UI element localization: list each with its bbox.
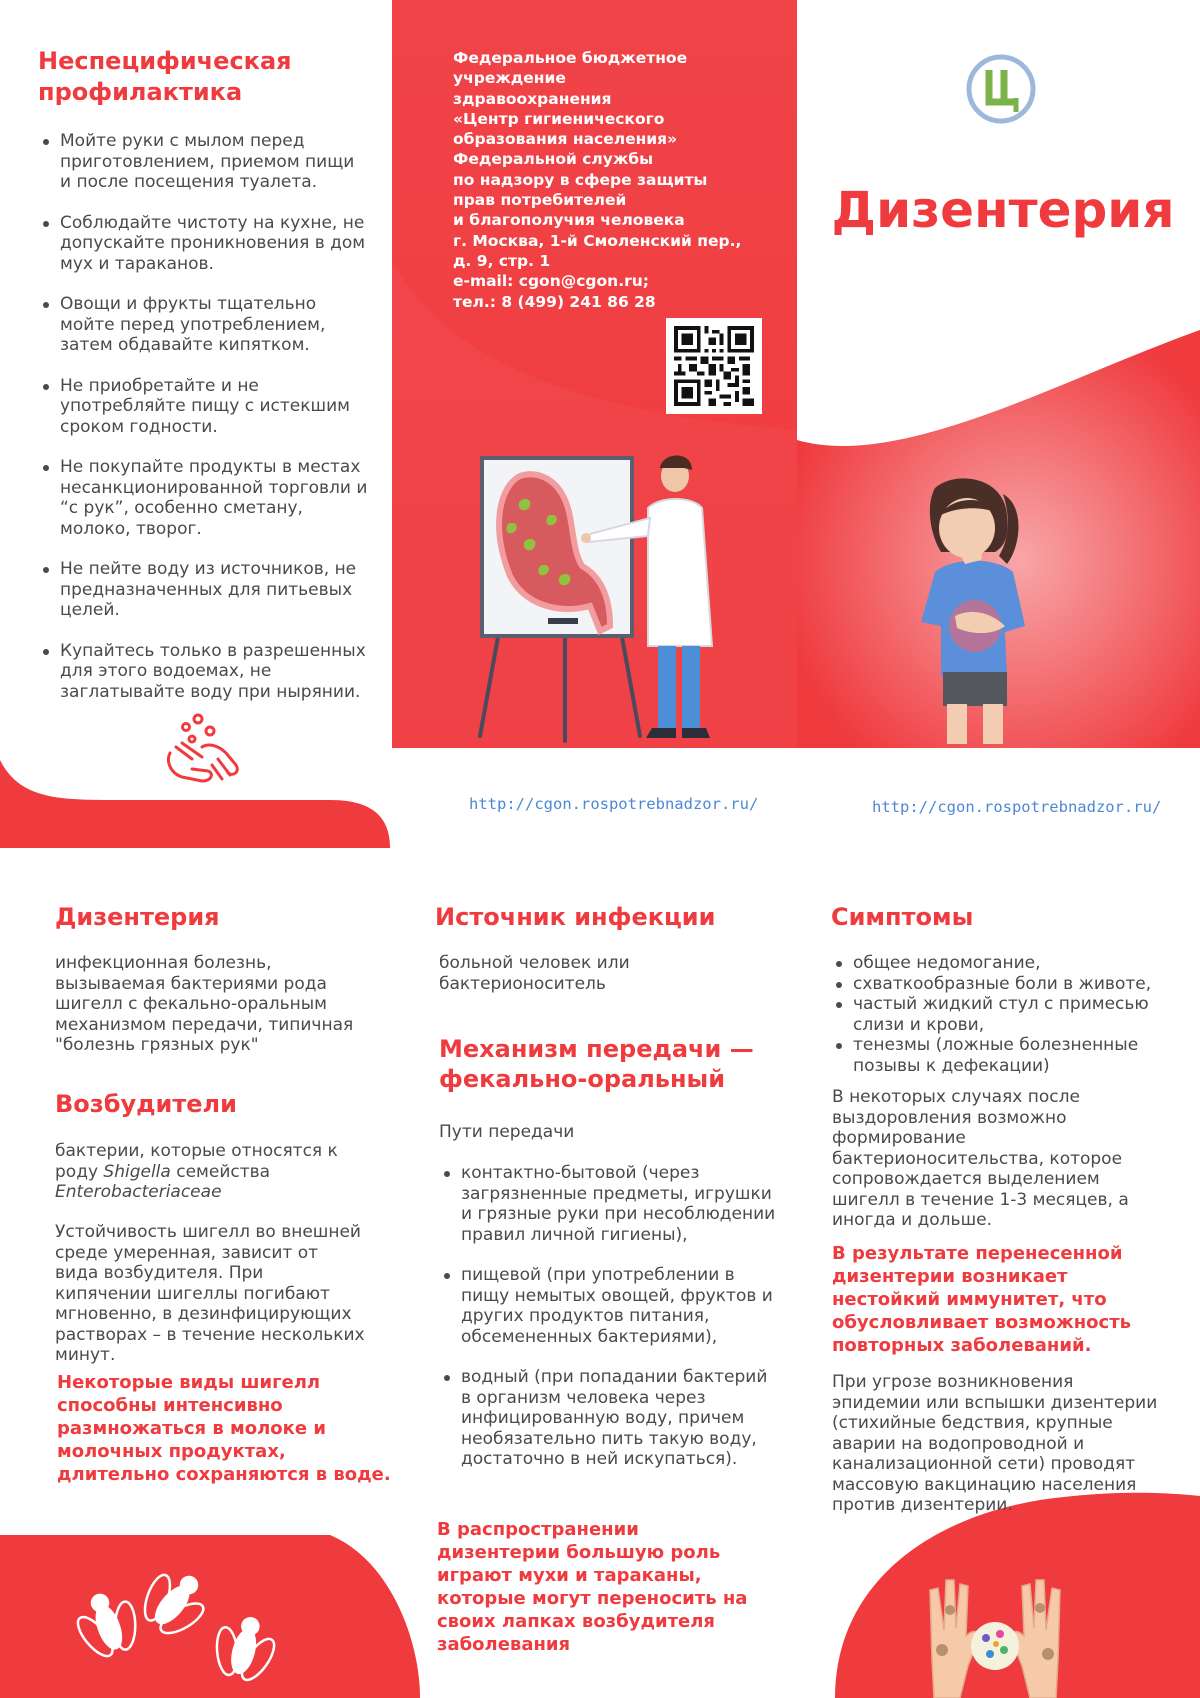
resistance-text: Устойчивость шигелл во внешней среде умеренная, зависит от вида возбудителя. При кипячении шигеллы погибают мгновенно, в дезинфицирующих растворах – в течение нескольких минут. (55, 1222, 365, 1365)
family-name: Enterobacteriaceae (55, 1182, 222, 1202)
list-item: Не покупайте продукты в местах несанкционированной торговли и “с рук”, особенно сметану, молоко, творог. (39, 457, 369, 539)
pathogens-text-part: бактерии, которые относятся к роду (55, 1141, 338, 1182)
website-link[interactable]: http://cgon.rospotrebnadzor.ru/ (469, 795, 759, 813)
org-line: Федеральное бюджетное (453, 49, 688, 67)
symptoms-title: Симптомы (831, 903, 974, 931)
cgon-logo-icon (964, 52, 1038, 126)
org-line: прав потребителей (453, 191, 627, 210)
immunity-highlight: В результате перенесенной дизентерии возникает нестойкий иммунитет, что обусловливает возможность повторных заболеваний. (832, 1243, 1132, 1356)
vaccination-text: При угрозе возникновения эпидемии или вспышки дизентерии (стихийные бедствия, крупные аварии на водопроводной и канализационной сети) проводят массовую вакцинацию населения против дизентерии. (832, 1372, 1158, 1515)
org-line: образования населения» (453, 130, 678, 149)
list-item: Соблюдайте чистоту на кухне, не допускайте проникновения в дом мух и тараканов. (39, 213, 369, 275)
carrier-text: В некоторых случаях после выздоровления возможно формирование бактерионосительства, которое сопровождается выделением шигелл в течение 1-3 месяцев, а иногда и дольше. (832, 1087, 1129, 1230)
list-item: Не пейте воду из источников, не предназначенных для питьевых целей. (39, 559, 369, 621)
milk-highlight: Некоторые виды шигелл способны интенсивно размножаться в молоке и молочных продуктах, длительно сохраняются в воде. (57, 1372, 391, 1485)
infection-source-text: больной человек или бактерионоситель (439, 953, 630, 994)
prevention-title: Неспецифическая профилактика (38, 47, 292, 106)
list-item: пищевой (при употреблении в пищу немытых овощей, фруктов и других продуктов питания, обсемененных бактериями), (440, 1265, 780, 1347)
list-item: частый жидкий стул с примесью слизи и крови, (832, 994, 1162, 1035)
org-line: по надзору в сфере защиты (453, 170, 708, 189)
symptoms-list (832, 953, 1162, 1076)
transmission-paths-label: Пути передачи (439, 1122, 575, 1142)
list-item: Мойте руки с мылом перед приготовлением, приемом пищи и после посещения туалета. (39, 131, 369, 193)
org-line: учреждение (453, 69, 566, 88)
fly-icon (55, 1545, 285, 1685)
org-line: г. Москва, 1-й Смоленский пер., (453, 231, 742, 250)
organization-info (453, 48, 763, 312)
list-item: Не приобретайте и не употребляйте пищу с истекшим сроком годности. (39, 376, 369, 438)
doctor-illustration (470, 446, 730, 746)
girl-illustration (895, 476, 1045, 748)
dysentery-definition: инфекционная болезнь, вызываемая бактериями рода шигелл с фекально-оральным механизмом передачи, типичная "болезнь грязных рук" (55, 953, 354, 1055)
transmission-paths-list (440, 1163, 780, 1490)
prevention-list (39, 131, 369, 722)
org-line: и благополучия человека (453, 211, 685, 230)
list-item: водный (при попадании бактерий в организм человека через инфицированную воду, причем необязательно пить такую воду, достаточно в ней искупаться). (440, 1367, 780, 1470)
transmission-mechanism-title: Механизм передачи — фекально-оральный (439, 1035, 754, 1093)
qr-code (666, 318, 762, 414)
list-item: контактно-бытовой (через загрязненные предметы, игрушки и грязные руки при несоблюдении правил личной гигиены), (440, 1163, 780, 1245)
genus-name: Shigella (103, 1161, 171, 1182)
list-item: общее недомогание, (832, 953, 1162, 974)
list-item: Овощи и фрукты тщательно мойте перед употреблением, затем обдавайте кипятком. (39, 294, 369, 356)
flies-highlight: В распространении дизентерии большую роль играют мухи и тараканы, которые могут переносить на своих лапках возбудителя заболевания (437, 1519, 748, 1655)
org-line: здравоохранения (453, 89, 612, 108)
pathogens-title: Возбудители (55, 1090, 237, 1118)
org-line: тел.: 8 (499) 241 86 28 (453, 292, 656, 311)
org-line: Федеральной службы (453, 150, 654, 169)
org-line: д. 9, стр. 1 (453, 251, 551, 270)
infection-source-title: Источник инфекции (435, 903, 716, 931)
list-item: Купайтесь только в разрешенных для этого водоемах, не заглатывайте воду при нырянии. (39, 641, 369, 703)
website-link[interactable]: http://cgon.rospotrebnadzor.ru/ (872, 798, 1162, 816)
list-item: тенезмы (ложные болезненные позывы к дефекации) (832, 1035, 1162, 1076)
dysentery-title: Дизентерия (55, 903, 220, 931)
main-title: Дизентерия (831, 181, 1175, 239)
pathogens-text (55, 1141, 355, 1203)
org-line: «Центр гигиенического (453, 109, 665, 128)
handwash-icon (162, 713, 242, 785)
pathogens-text-part: семейства (170, 1161, 271, 1182)
list-item: схваткообразные боли в животе, (832, 974, 1162, 995)
dirty-hands-illustration (920, 1570, 1070, 1698)
org-line: e-mail: cgon@cgon.ru; (453, 272, 649, 291)
